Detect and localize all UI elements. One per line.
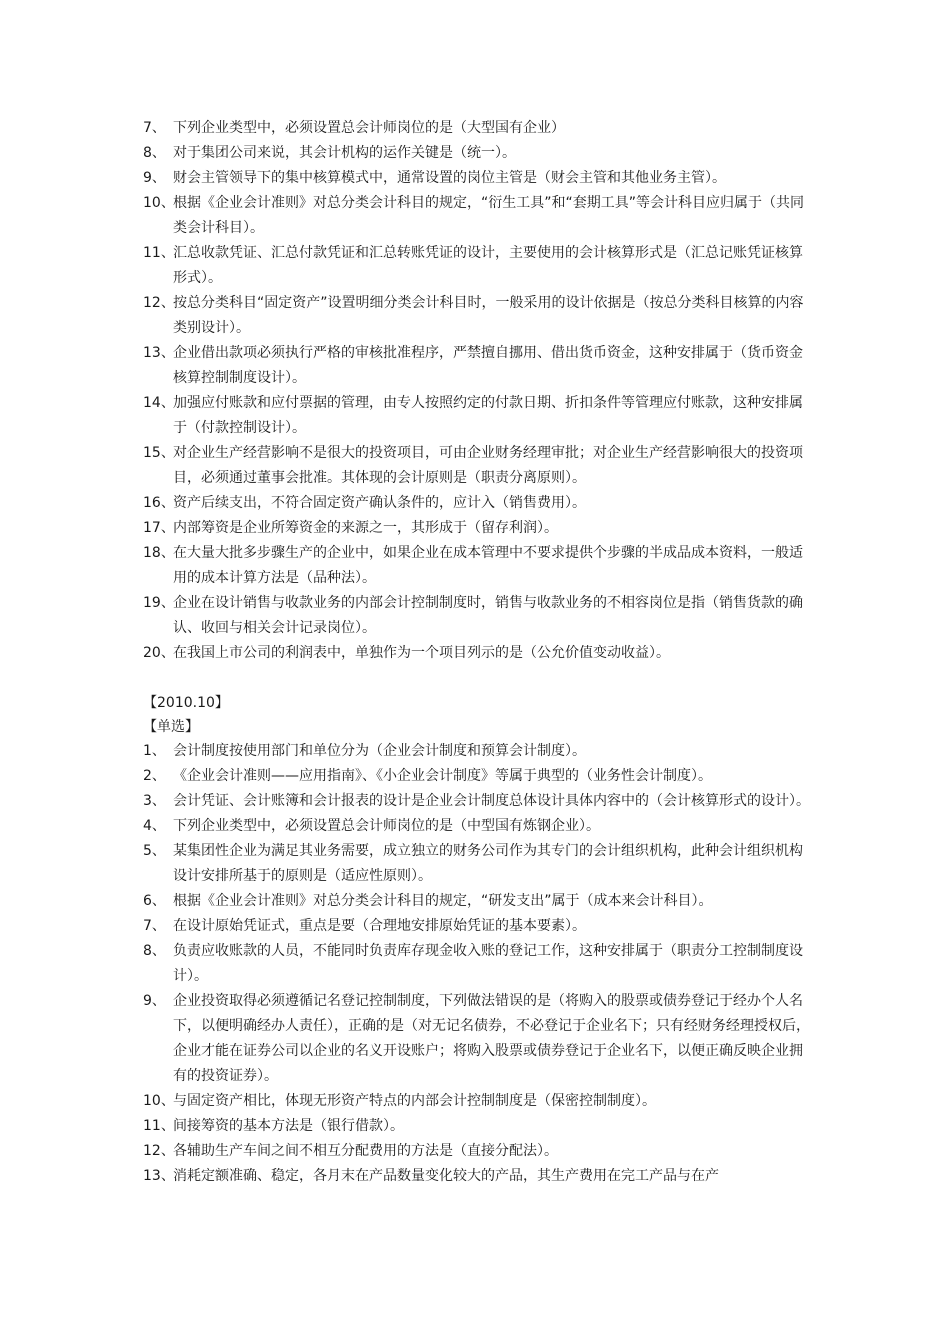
question-item bbox=[143, 739, 815, 764]
question-item bbox=[143, 141, 815, 166]
question-item bbox=[143, 939, 815, 989]
question-text: 在我国上市公司的利润表中，单独作为一个项目列示的是（公允价值变动收益）。 bbox=[173, 645, 670, 661]
question-text: 内部筹资是企业所筹资金的来源之一，其形成于（留存利润）。 bbox=[173, 520, 558, 536]
question-number: 15、 bbox=[143, 445, 175, 461]
question-number: 9、 bbox=[143, 170, 166, 186]
document-content bbox=[143, 116, 815, 1189]
question-number: 4、 bbox=[143, 818, 166, 834]
section-gap bbox=[143, 666, 815, 691]
question-item bbox=[143, 889, 815, 914]
question-item bbox=[143, 516, 815, 541]
question-number: 7、 bbox=[143, 918, 166, 934]
question-item bbox=[143, 789, 815, 814]
question-item bbox=[143, 1139, 815, 1164]
question-number: 16、 bbox=[143, 495, 175, 511]
question-number: 8、 bbox=[143, 145, 166, 161]
question-item bbox=[143, 1114, 815, 1139]
question-text: 根据《企业会计准则》对总分类会计科目的规定，“衍生工具”和“套期工具”等会计科目应归属于（共同类会计科目）。 bbox=[173, 195, 805, 236]
question-text: 下列企业类型中，必须设置总会计师岗位的是（大型国有企业） bbox=[173, 120, 565, 136]
question-text: 企业在设计销售与收款业务的内部会计控制制度时，销售与收款业务的不相容岗位是指（销售货款的确认、收回与相关会计记录岗位）。 bbox=[173, 595, 803, 636]
question-item bbox=[143, 391, 815, 441]
question-list-previous bbox=[143, 116, 815, 666]
question-number: 14、 bbox=[143, 395, 175, 411]
question-type-heading: 【单选】 bbox=[143, 719, 199, 735]
question-item bbox=[143, 764, 815, 789]
question-number: 13、 bbox=[143, 1168, 175, 1184]
question-item bbox=[143, 591, 815, 641]
question-number: 7、 bbox=[143, 120, 166, 136]
question-number: 10、 bbox=[143, 195, 175, 211]
question-item bbox=[143, 814, 815, 839]
question-number: 2、 bbox=[143, 768, 166, 784]
question-text: 负责应收账款的人员，不能同时负责库存现金收入账的登记工作，这种安排属于（职责分工控制制度设计）。 bbox=[173, 943, 803, 984]
question-number: 1、 bbox=[143, 743, 166, 759]
question-text: 《企业会计准则——应用指南》、《小企业会计制度》等属于典型的（业务性会计制度）。 bbox=[173, 768, 712, 784]
question-text: 企业借出款项必须执行严格的审核批准程序，严禁擅自挪用、借出货币资金，这种安排属于（货币资金核算控制制度设计）。 bbox=[173, 345, 803, 386]
question-text: 各辅助生产车间之间不相互分配费用的方法是（直接分配法）。 bbox=[173, 1143, 558, 1159]
question-text: 企业投资取得必须遵循记名登记控制制度，下列做法错误的是（将购入的股票或债券登记于经办个人名下，以便明确经办人责任），正确的是（对无记名债券，不必登记于企业名下；只有经财务经理授权后，企业才能在证券公司以企业的名义开设账户；将购入股票或债券登记于企业名下，以便正确反映企业拥有的投资证券）。 bbox=[173, 993, 810, 1084]
question-text: 与固定资产相比，体现无形资产特点的内部会计控制制度是（保密控制制度）。 bbox=[173, 1093, 656, 1109]
question-text: 在大量大批多步骤生产的企业中，如果企业在成本管理中不要求提供个步骤的半成品成本资料，一般适用的成本计算方法是（品种法）。 bbox=[173, 545, 803, 586]
question-item bbox=[143, 191, 815, 241]
question-text: 按总分类科目“固定资产”设置明细分类会计科目时，一般采用的设计依据是（按总分类科目核算的内容类别设计）。 bbox=[173, 295, 804, 336]
question-number: 12、 bbox=[143, 1143, 175, 1159]
question-item bbox=[143, 914, 815, 939]
question-item bbox=[143, 166, 815, 191]
question-number: 10、 bbox=[143, 1093, 175, 1109]
question-item bbox=[143, 241, 815, 291]
question-number: 6、 bbox=[143, 893, 166, 909]
question-text: 消耗定额准确、稳定，各月末在产品数量变化较大的产品，其生产费用在完工产品与在产 bbox=[173, 1168, 719, 1184]
question-text: 下列企业类型中，必须设置总会计师岗位的是（中型国有炼钢企业）。 bbox=[173, 818, 600, 834]
question-list-2010-10 bbox=[143, 739, 815, 1189]
question-item bbox=[143, 641, 815, 666]
question-item bbox=[143, 541, 815, 591]
question-text: 资产后续支出，不符合固定资产确认条件的，应计入（销售费用）。 bbox=[173, 495, 586, 511]
question-number: 11、 bbox=[143, 245, 175, 261]
question-number: 13、 bbox=[143, 345, 175, 361]
question-item bbox=[143, 839, 815, 889]
question-number: 8、 bbox=[143, 943, 166, 959]
question-text: 在设计原始凭证式，重点是要（合理地安排原始凭证的基本要素）。 bbox=[173, 918, 586, 934]
question-text: 某集团性企业为满足其业务需要，成立独立的财务公司作为其专门的会计组织机构，此种会计组织机构设计安排所基于的原则是（适应性原则）。 bbox=[173, 843, 803, 884]
question-item bbox=[143, 989, 815, 1089]
question-item bbox=[143, 491, 815, 516]
question-item bbox=[143, 1164, 815, 1189]
question-number: 19、 bbox=[143, 595, 175, 611]
question-number: 17、 bbox=[143, 520, 175, 536]
question-number: 12、 bbox=[143, 295, 175, 311]
question-item bbox=[143, 341, 815, 391]
question-text: 间接筹资的基本方法是（银行借款）。 bbox=[173, 1118, 404, 1134]
question-text: 对于集团公司来说，其会计机构的运作关键是（统一）。 bbox=[173, 145, 516, 161]
question-number: 9、 bbox=[143, 993, 166, 1009]
question-text: 根据《企业会计准则》对总分类会计科目的规定，“研发支出”属于（成本来会计科目）。 bbox=[173, 893, 713, 909]
question-text: 汇总收款凭证、汇总付款凭证和汇总转账凭证的设计，主要使用的会计核算形式是（汇总记账凭证核算形式）。 bbox=[173, 245, 803, 286]
question-item bbox=[143, 441, 815, 491]
question-item bbox=[143, 1089, 815, 1114]
question-text: 会计凭证、会计账簿和会计报表的设计是企业会计制度总体设计具体内容中的（会计核算形式的设计）。 bbox=[173, 793, 810, 809]
question-item bbox=[143, 291, 815, 341]
question-number: 11、 bbox=[143, 1118, 175, 1134]
question-text: 财会主管领导下的集中核算模式中，通常设置的岗位主管是（财会主管和其他业务主管）。 bbox=[173, 170, 726, 186]
question-item bbox=[143, 116, 815, 141]
question-text: 会计制度按使用部门和单位分为（企业会计制度和预算会计制度）。 bbox=[173, 743, 586, 759]
exam-date-heading: 【2010.10】 bbox=[143, 695, 229, 711]
question-number: 20、 bbox=[143, 645, 175, 661]
question-number: 3、 bbox=[143, 793, 166, 809]
question-text: 加强应付账款和应付票据的管理，由专人按照约定的付款日期、折扣条件等管理应付账款，这种安排属于（付款控制设计）。 bbox=[173, 395, 803, 436]
question-number: 18、 bbox=[143, 545, 175, 561]
question-text: 对企业生产经营影响不是很大的投资项目，可由企业财务经理审批；对企业生产经营影响很大的投资项目，必须通过董事会批准。其体现的会计原则是（职责分离原则）。 bbox=[173, 445, 803, 486]
question-number: 5、 bbox=[143, 843, 166, 859]
